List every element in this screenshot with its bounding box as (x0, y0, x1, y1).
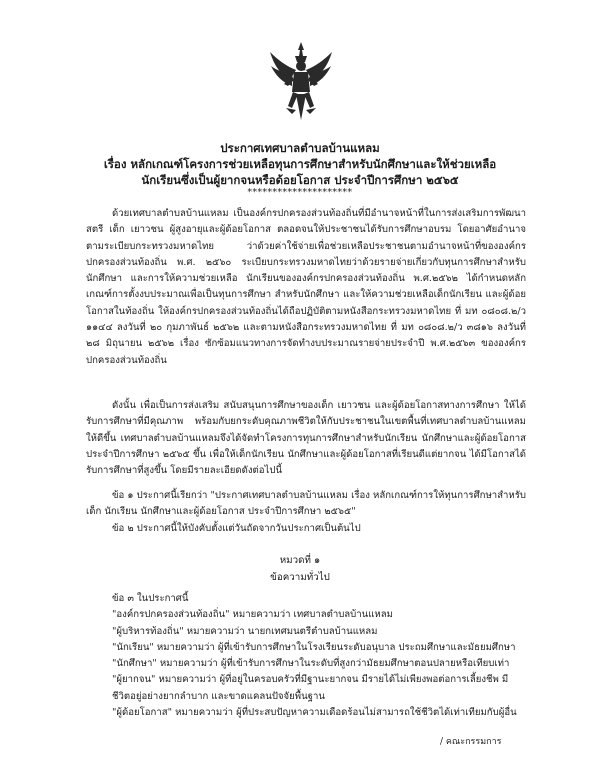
chapter-number: หมวดที่ ๑ (279, 555, 321, 566)
definition-student: "นักเรียน" หมายความว่า ผู้ที่เข้ารับการศึกษาในโรงเรียนระดับอนุบาล ประถมศึกษาและมัธยมศึกษา (112, 641, 516, 653)
definition-local-org: "องค์กรปกครองส่วนท้องถิ่น" หมายความว่า เทศบาลตำบลบ้านแหลม (112, 609, 393, 621)
definition-poor: "ผู้ยากจน" หมายความว่า ผู้ที่อยู่ในครอบครัวที่มีฐานะยากจน มีรายได้ไม่เพียงพอต่อการเลี้ยงชีพ มีชีวิตอยู่อย่างยากลำบาก และขาดแคลนปัจจัยพื้นฐาน (112, 674, 509, 702)
definition-disadvantaged: "ผู้ด้อยโอกาส" หมายความว่า ผู้ที่ประสบปัญหาความเดือดร้อนไม่สามารถใช้ชีวิตได้เท่าเทียมกับผู้อื่น (112, 707, 517, 719)
definition-university-student: "นักศึกษา" หมายความว่า ผู้ที่เข้ารับการศึกษาในระดับที่สูงกว่ามัธยมศึกษาตอนปลายหรือเทียบเท่า (112, 658, 510, 670)
clause-2: ข้อ ๒ ประกาศนี้ให้บังคับตั้งแต่วันถัดจากวันประกาศเป็นต้นไป (112, 523, 361, 534)
clause-3-intro: ข้อ ๓ ในประกาศนี้ (112, 593, 189, 604)
chapter-title: ข้อความทั่วไป (270, 572, 330, 583)
continuation-note: / คณะกรรมการ (440, 737, 502, 747)
paragraph-preamble: ด้วยเทศบาลตำบลบ้านแหลม เป็นองค์กรปกครองส่วนท้องถิ่นที่มีอำนาจหน้าที่ในการส่งเสริมการพัฒนาสตรี เด็ก เยาวชน ผู้สูงอายุและผู้ด้อยโอกาส ตลอดจนให้ประชาชนได้รับการศึกษาอบรม โดยอาศัยอำนาจตามระเบียบกระทรวงมหาดไทย ว่าด้วยค่าใช้จ่ายเพื่อช่วยเหลือประชาชนตามอำนาจหน้าที่ขององค์กรปกครองส่วนท้องถิ่น พ.ศ. ๒๕๖๐ ระเบียบกระทรวงมหาดไทยว่าด้วยรายจ่ายเกี่ยวกับทุนการศึกษาสำหรับนักศึกษา และการให้ความช่วยเหลือ นักเรียนขององค์กรปกครองส่วนท้องถิ่น พ.ศ.๒๕๖๒ ได้กำหนดหลักเกณฑ์การตั้งงบประมาณเพื่อเป็นทุนการศึกษา สำหรับนักศึกษา และให้ความช่วยเหลือเด็กนักเรียน และผู้ด้อยโอกาสในท้องถิ่น ให้องค์กรปกครองส่วนท้องถิ่นได้ถือปฏิบัติตามหนังสือกระทรวงมหาดไทย ที่ มท ๐๘๐๘.๒/ว ๑๑๔๔ ลงวันที่ ๒๐ กุมภาพันธ์ ๒๕๖๒ และตามหนังสือกระทรวงมหาดไทย ที่ มท ๐๘๐๘.๒/ว ๓๘๑๖ ลงวันที่ ๒๘ มิถุนายน ๒๕๖๒ เรื่อง ซักซ้อมแนวทางการจัดทำงบประมาณรายจ่ายประจำปี พ.ศ.๒๕๖๓ ขององค์กรปกครองส่วนท้องถิ่น (86, 208, 526, 366)
separator-stars: ********************* (247, 188, 353, 198)
paragraph-purpose: ดังนั้น เพื่อเป็นการส่งเสริม สนับสนุนการศึกษาของเด็ก เยาวชน และผู้ด้อยโอกาสทางการศึกษา ให้ได้รับการศึกษาที่มีคุณภาพ พร้อมกับยกระดับคุณภาพชีวิตให้กับประชาชนในเขตพื้นที่เทศบาลตำบลบ้านแหลมให้ดีขึ้น เทศบาลตำบลบ้านแหลมจึงได้จัดทำโครงการทุนการศึกษาสำหรับนักเรียน นักศึกษาและผู้ด้อยโอกาส ประจำปีการศึกษา ๒๕๖๕ ขึ้น เพื่อให้เด็กนักเรียน นักศึกษาและผู้ด้อยโอกาสที่เรียนดีแต่ยากจน ได้มีโอกาสได้รับการศึกษาที่สูงขึ้น โดยมีรายละเอียดดังต่อไปนี้ (86, 400, 526, 477)
clause-1: ข้อ ๑ ประกาศนี้เรียกว่า "ประกาศเทศบาลตำบลบ้านแหลม เรื่อง หลักเกณฑ์การให้ทุนการศึกษาสำหรับเด็ก นักเรียน นักศึกษาและผู้ด้อยโอกาส ประจำปีการศึกษา ๒๕๖๕" (86, 490, 526, 518)
garuda-emblem-icon (268, 40, 334, 124)
document-title: ประกาศเทศบาลตำบลบ้านแหลม (220, 141, 380, 155)
definition-local-executive: "ผู้บริหารท้องถิ่น" หมายความว่า นายกเทศมนตรีตำบลบ้านแหลม (112, 625, 378, 637)
subject-line-continued: นักเรียนซึ่งเป็นผู้ยากจนหรือด้อยโอกาส ประจำปีการศึกษา ๒๕๖๕ (141, 173, 459, 187)
definitions-list (112, 591, 526, 721)
subject-line: เรื่อง หลักเกณฑ์โครงการช่วยเหลือทุนการศึกษาสำหรับนักศึกษาและให้ช่วยเหลือ (103, 157, 497, 171)
